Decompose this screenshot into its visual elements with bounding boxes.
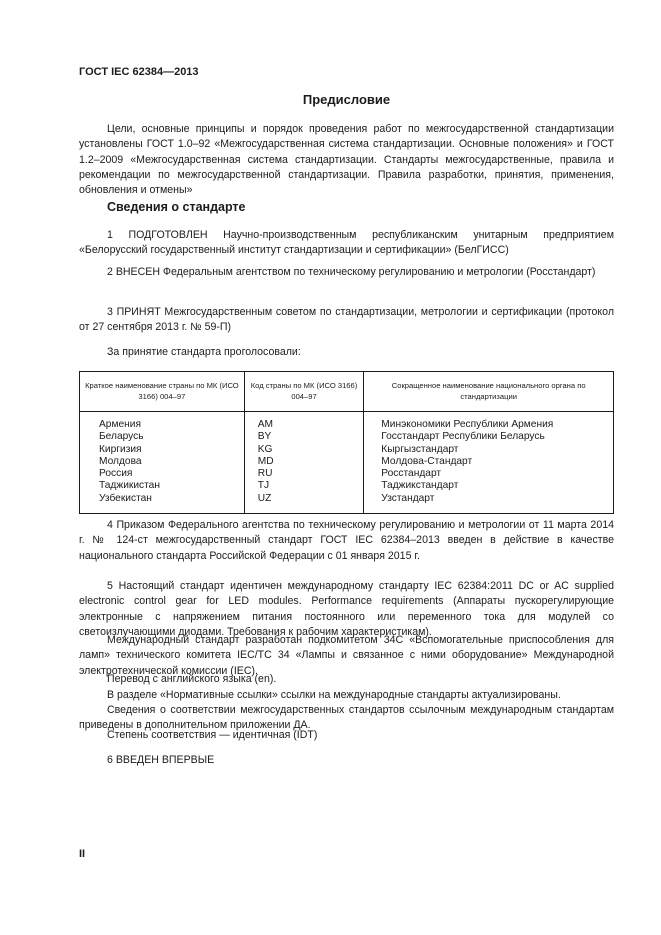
table-cell-country: Беларусь xyxy=(99,431,144,443)
table-cell-code: KG xyxy=(257,443,273,455)
code-column xyxy=(244,412,364,514)
table-cell-country: Киргизия xyxy=(99,443,142,455)
table-cell-code: UZ xyxy=(257,492,272,504)
table-cell-code: TJ xyxy=(257,480,270,492)
item-4-order: 4 Приказом Федерального агентства по техническому регулированию и метрологии от 11 марта 2014 г. № 124-ст межгосударственный стандарт ГОСТ IEC 62384–2013 введен в действие в качестве национального стандарта Российской Федерации с 01 января 2015 г. xyxy=(79,519,614,562)
table-cell-country: Россия xyxy=(99,468,133,480)
vote-intro: За принятие стандарта проголосовали: xyxy=(107,346,301,358)
table-cell-body: Госстандарт Республики Беларусь xyxy=(381,431,545,443)
table-body-row xyxy=(80,412,614,514)
table-cell-body: Кыргызстандарт xyxy=(381,443,459,455)
voting-table xyxy=(79,371,614,514)
table-cell-code: MD xyxy=(257,455,274,467)
table-cell-body: Минэкономики Республики Армения xyxy=(381,419,554,430)
item-5-developed-by: Международный стандарт разработан подкомитетом 34С «Вспомогательные приспособления для ламп» технического комитета IEC/TC 34 «Лампы и связанное с ними оборудование» Международной электротехнической комиссии (IEC). xyxy=(79,634,614,677)
body-column xyxy=(364,412,614,514)
document-id: ГОСТ IEC 62384—2013 xyxy=(79,66,199,78)
table-cell-body: Таджикстандарт xyxy=(381,480,459,492)
page-number: II xyxy=(79,848,86,860)
table-header-row xyxy=(80,372,614,412)
table-cell-country: Молдова xyxy=(99,455,142,467)
table-cell-country: Узбекистан xyxy=(99,492,152,504)
table-header-code: Код страны по МК (ИСО 3166) 004–97 xyxy=(244,372,364,412)
item-5-degree: Степень соответствия — идентичная (IDT) xyxy=(107,729,318,741)
table-header-country: Краткое наименование страны по МК (ИСО 3166) 004–97 xyxy=(80,372,245,412)
table-cell-code: RU xyxy=(257,468,273,480)
item-2-submitted: 2 ВНЕСЕН Федеральным агентством по техническому регулированию и метрологии (Росстандарт) xyxy=(107,266,596,278)
item-5-correspondence: Сведения о соответствии межгосударственных стандартов ссылочным международным стандартам приведены в дополнительном приложении ДА. xyxy=(79,704,614,732)
table-cell-body: Узстандарт xyxy=(381,492,435,504)
table-cell-body: Молдова-Стандарт xyxy=(381,455,473,467)
item-5-references: В разделе «Нормативные ссылки» ссылки на международные стандарты актуализированы. xyxy=(107,689,561,701)
country-column xyxy=(80,412,245,514)
item-1-prepared: 1 ПОДГОТОВЛЕН Научно-производственным республиканским унитарным предприятием «Белорусский государственный институт стандартизации и сертификации» (БелГИСС) xyxy=(79,229,614,257)
table-cell-country: Армения xyxy=(99,419,141,430)
item-6-introduced: 6 ВВЕДЕН ВПЕРВЫЕ xyxy=(107,754,215,766)
table-header-body: Сокращенное наименование национального органа по стандартизации xyxy=(364,372,614,412)
table-cell-body: Росстандарт xyxy=(381,468,442,480)
item-5-identical: 5 Настоящий стандарт идентичен международному стандарту IEC 62384:2011 DC or AC supplied electronic control gear for LED modules. Performance requirements (Аппараты пускорегулирующие электронные с напряжением питания постоянного или переменного тока для модулей со светоизлучающими диодами. Требования к рабочим характеристикам). xyxy=(79,580,614,638)
page-title: Предисловие xyxy=(302,92,391,107)
table-cell-country: Таджикистан xyxy=(99,480,160,492)
item-5-translation: Перевод с английского языка (en). xyxy=(107,673,277,685)
intro-paragraph: Цели, основные принципы и порядок проведения работ по межгосударственной стандартизации установлены ГОСТ 1.0–92 «Межгосударственная система стандартизации. Основные положения» и ГОСТ 1.2–2009 «Межгосударственная система стандартизации. Стандарты межгосударственные, правила и рекомендации по межгосударственной стандартизации. Правила разработки, принятия, применения, обновления и отмены» xyxy=(79,123,614,197)
table-cell-code: AM xyxy=(257,419,274,430)
table-cell-code: BY xyxy=(257,431,272,443)
section-heading: Сведения о стандарте xyxy=(107,200,246,214)
item-3-adopted: 3 ПРИНЯТ Межгосударственным советом по стандартизации, метрологии и сертификации (протокол от 27 сентября 2013 г. № 59-П) xyxy=(79,306,614,334)
